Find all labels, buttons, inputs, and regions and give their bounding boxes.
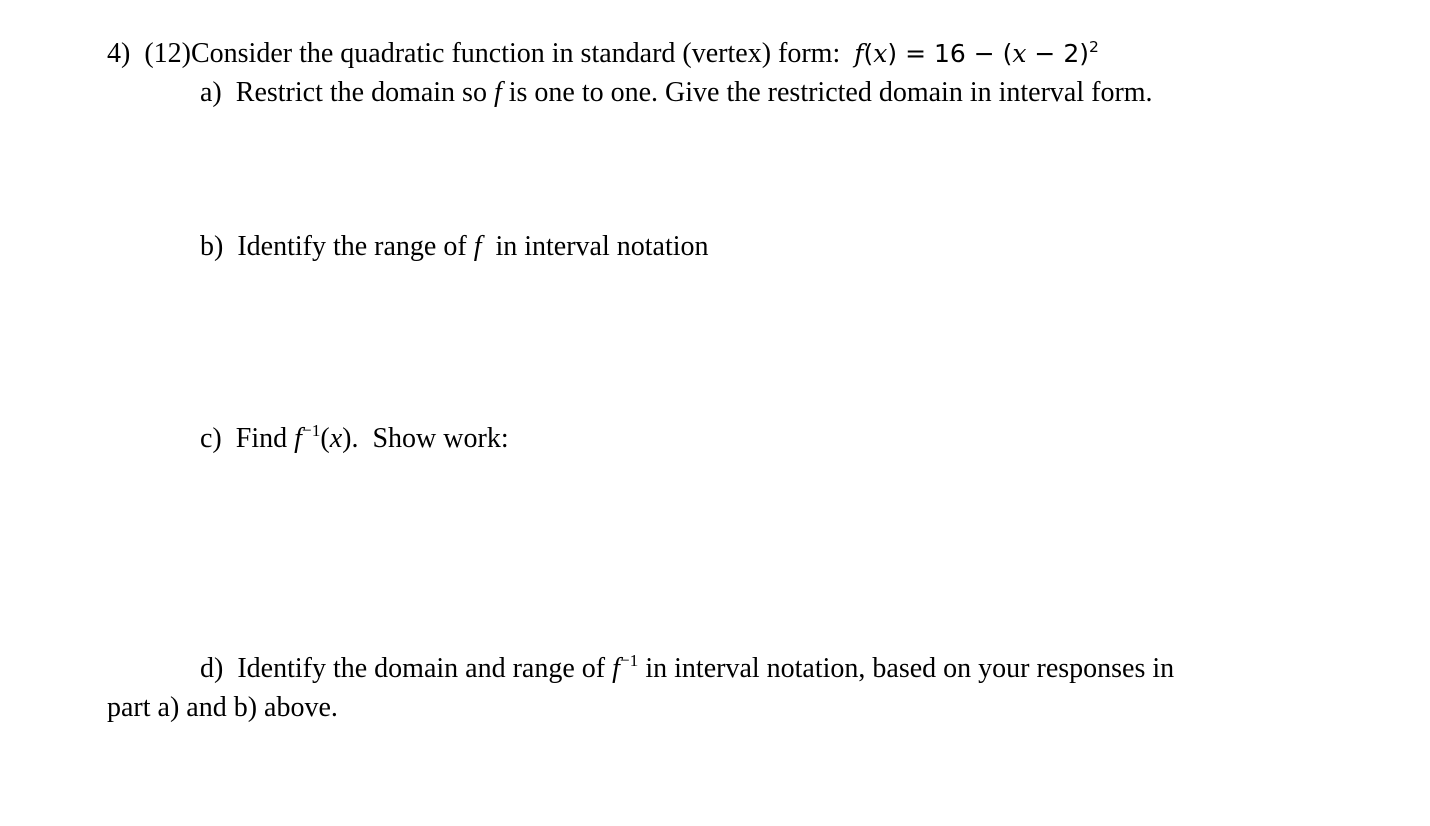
part-c-f: f (294, 423, 302, 454)
part-b-f: f (473, 231, 482, 262)
part-c-arg-close: ). (342, 423, 359, 454)
part-a-label: a) (200, 77, 222, 108)
part-c-label: c) (200, 423, 222, 454)
part-a (200, 79, 1153, 107)
problem-number: 4) (107, 38, 131, 69)
part-b-label: b) (200, 231, 224, 262)
part-c-inverse-exponent: −1 (301, 420, 321, 440)
part-b-text-2: in interval notation (495, 231, 709, 262)
part-c-text-1: Find (235, 423, 288, 454)
function-formula (854, 39, 1099, 68)
formula-middle: ) = 16 − ( (887, 39, 1013, 68)
part-d-inverse-exponent: −1 (619, 650, 639, 670)
part-a-text-1: Restrict the domain so (235, 77, 487, 108)
part-c-arg-open: ( (320, 423, 330, 454)
problem-header (107, 37, 1099, 69)
part-b-text-1: Identify the range of (237, 231, 467, 262)
formula-x: x (873, 39, 888, 68)
part-c-x: x (329, 423, 343, 454)
formula-minus-two: − 2) (1026, 39, 1089, 68)
formula-exponent: 2 (1088, 37, 1099, 56)
formula-x2: x (1012, 39, 1027, 68)
formula-lparen: ( (863, 39, 874, 68)
part-d-text-1: Identify the domain and range of (237, 653, 606, 684)
part-d-text-3: part a) and b) above. (107, 692, 338, 723)
part-d-continuation (107, 694, 338, 722)
part-b (200, 233, 709, 261)
problem-points: (12) (144, 38, 191, 69)
part-d-f: f (612, 653, 620, 684)
part-d (200, 650, 1175, 684)
part-c (200, 420, 509, 454)
formula-f: f (854, 39, 864, 68)
part-a-text-2: is one to one. Give the restricted domain in interval form. (508, 77, 1153, 108)
part-c-text-2: Show work: (372, 423, 509, 454)
part-d-label: d) (200, 653, 224, 684)
problem-intro: Consider the quadratic function in standard (vertex) form: (190, 38, 841, 69)
part-d-text-2: in interval notation, based on your responses in (645, 653, 1175, 684)
part-a-f: f (493, 77, 502, 108)
